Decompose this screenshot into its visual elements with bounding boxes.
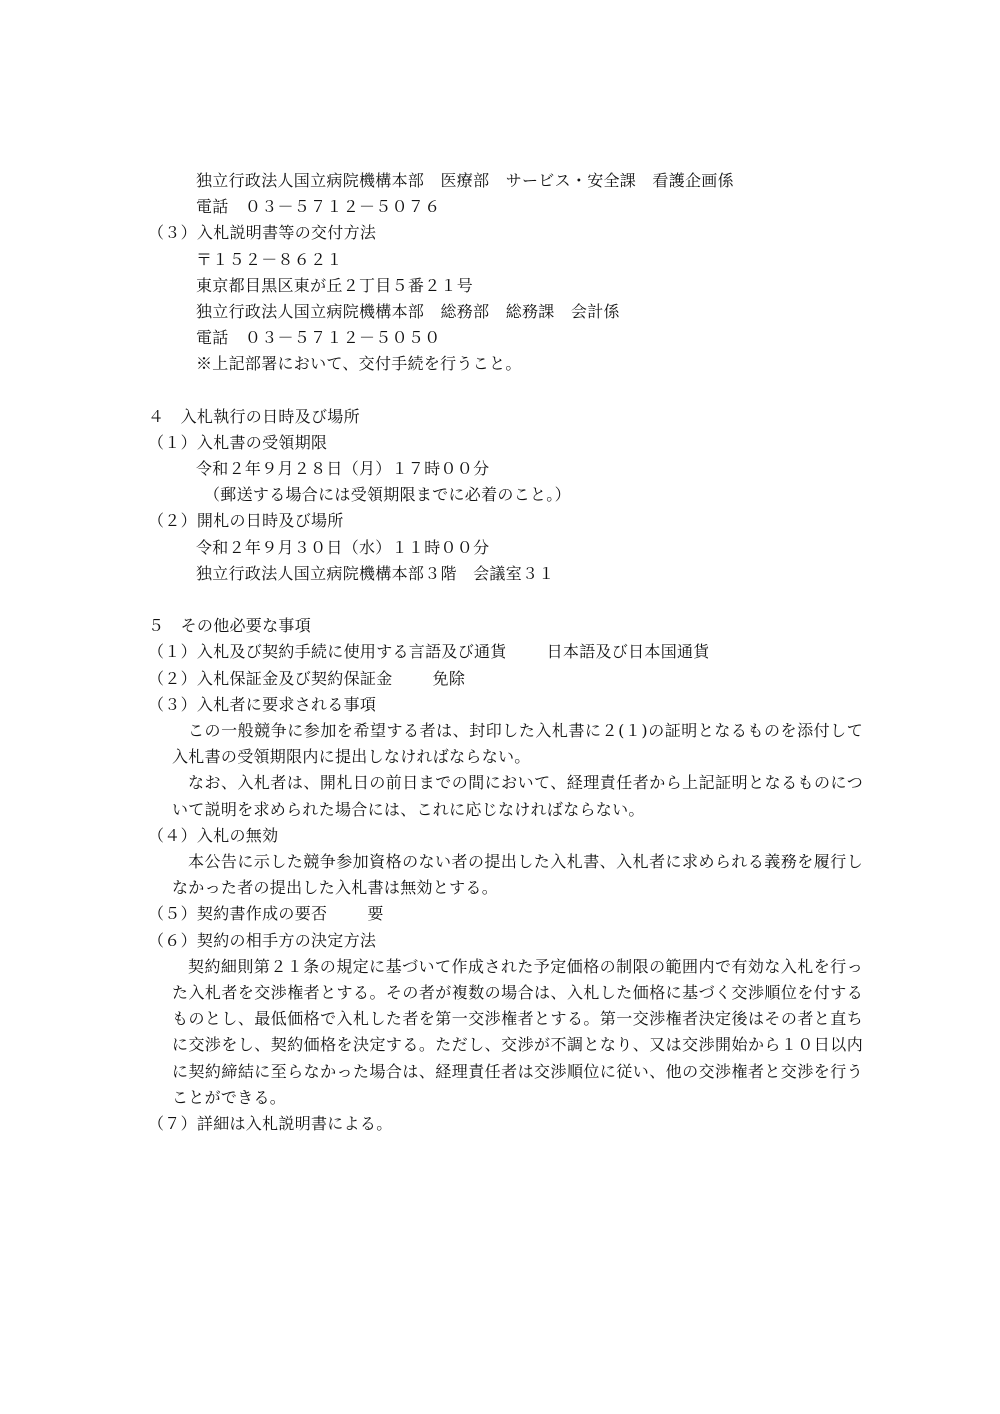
section-5-1 <box>148 639 863 665</box>
section-5-4-paragraph: 本公告に示した競争参加資格のない者の提出した入札書、入札者に求められる義務を履行しなかった者の提出した入札書は無効とする。 <box>172 851 863 898</box>
spacer <box>148 378 863 404</box>
section-4-heading: ４ 入札執行の日時及び場所 <box>148 406 360 426</box>
section-5-5 <box>148 901 863 927</box>
issue-department: 独立行政法人国立病院機構本部 総務部 総務課 会計係 <box>196 301 620 321</box>
address: 東京都目黒区東が丘２丁目５番２１号 <box>196 275 474 295</box>
mail-note: （郵送する場合には受領期限までに必着のこと。） <box>204 485 571 505</box>
section-5-2-value: 免除 <box>432 668 466 688</box>
section-5-3-paragraph-2: なお、入札者は、開札日の前日までの間において、経理責任者から上記証明となるものについて説明を求められた場合には、これに応じなければならない。 <box>172 773 863 819</box>
section-3-3-heading: （３）入札説明書等の交付方法 <box>148 223 377 243</box>
section-4-1-heading: （１）入札書の受領期限 <box>148 432 328 452</box>
section-5-3-heading: （３）入札者に要求される事項 <box>148 694 377 714</box>
contact-department: 独立行政法人国立病院機構本部 医療部 サービス・安全課 看護企画係 <box>196 171 734 190</box>
issue-phone: 電話 ０３－５７１２－５０５０ <box>196 328 441 348</box>
section-5-6-paragraph: 契約細則第２１条の規定に基づいて作成された予定価格の制限の範囲内で有効な入札を行った入札者を交渉権者とする。その者が複数の場合は、入札した価格に基づく交渉順位を付するものとし、最低価格で入札した者を第一交渉権者とする。第一交渉権者決定後はその者と直ちに交渉をし、契約価格を決定する。ただし、交渉が不調となり、又は交渉開始から１０日以内に契約締結に至らなかった場合は、経理責任者は交渉順位に従い、他の交渉権者と交渉を行うことができる。 <box>172 956 863 1107</box>
section-5-1-label: （１）入札及び契約手続に使用する言語及び通貨 <box>148 642 507 662</box>
spacer <box>148 587 863 613</box>
section-5-5-label: （５）契約書作成の要否 <box>148 904 328 924</box>
issue-note: ※上記部署において、交付手続を行うこと。 <box>196 354 522 374</box>
contact-phone: 電話 ０３－５７１２－５０７６ <box>196 197 441 217</box>
section-5-5-value: 要 <box>367 904 384 924</box>
document-body <box>148 168 863 1137</box>
bid-deadline: 令和２年９月２８日（月）１７時００分 <box>196 459 490 479</box>
postal-code: 〒１５２－８６２１ <box>196 249 343 269</box>
section-5-4-heading: （４）入札の無効 <box>148 825 279 845</box>
section-5-2-label: （２）入札保証金及び契約保証金 <box>148 668 393 688</box>
section-5-1-value: 日本語及び日本国通貨 <box>546 642 710 662</box>
opening-place: 独立行政法人国立病院機構本部３階 会議室３１ <box>196 563 555 583</box>
section-5-2 <box>148 666 863 692</box>
section-4-2-heading: （２）開札の日時及び場所 <box>148 511 344 531</box>
section-5-3-paragraph-1: この一般競争に参加を希望する者は、封印した入札書に２(１)の証明となるものを添付して入札書の受領期限内に提出しなければならない。 <box>172 720 863 767</box>
section-5-heading: ５ その他必要な事項 <box>148 616 312 636</box>
section-5-6-heading: （６）契約の相手方の決定方法 <box>148 930 377 950</box>
section-5-7: （７）詳細は入札説明書による。 <box>148 1113 393 1133</box>
opening-datetime: 令和２年９月３０日（水）１１時００分 <box>196 537 490 557</box>
